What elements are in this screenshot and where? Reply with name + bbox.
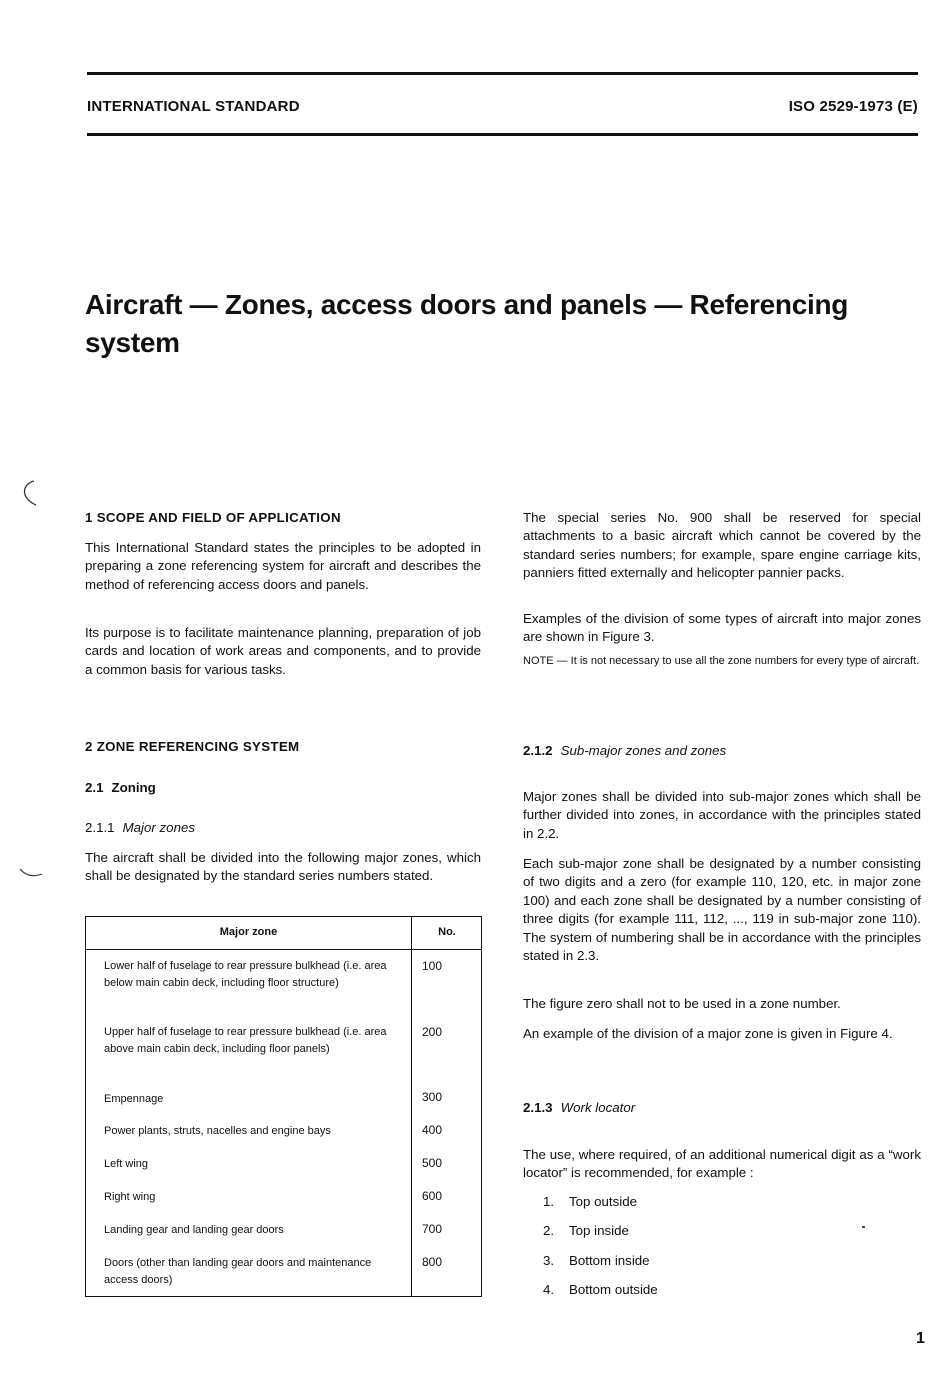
table-row-zone: Right wing <box>104 1191 156 1203</box>
table-row-number: 700 <box>422 1222 443 1236</box>
header-bottom-rule <box>87 133 918 136</box>
table-row-zone: Upper half of fuselage to rear pressure bulkhead (i.e. area above main cabin deck, including floor panels) <box>104 1026 387 1055</box>
section-2-1-3-number: 2.1.3 <box>523 1100 553 1115</box>
table-row-number: 300 <box>422 1090 443 1104</box>
note-text: NOTE — It is not necessary to use all the zone numbers for every type of aircraft. <box>523 655 920 667</box>
table-row-number: 500 <box>422 1156 443 1170</box>
scan-tick-icon <box>18 866 44 880</box>
header-standard-label: INTERNATIONAL STANDARD <box>87 98 300 115</box>
table-row-zone: Empennage <box>104 1093 164 1105</box>
section-1-paragraph-1: This International Standard states the principles to be adopted in preparing a zone referencing system for aircraft and describes the method of referencing access doors and panels. <box>85 540 481 592</box>
section-2-1-1-heading <box>85 819 481 837</box>
major-zones-table <box>85 916 482 1297</box>
document-title: Aircraft — Zones, access doors and panels — Referencing system <box>85 289 849 358</box>
table-row-zone: Lower half of fuselage to rear pressure bulkhead (i.e. area below main cabin deck, including floor structure) <box>104 960 387 989</box>
section-1-paragraph-2: Its purpose is to facilitate maintenance planning, preparation of job cards and location of work areas and components, and to provide a common basis for various tasks. <box>85 625 481 677</box>
section-2-1-heading <box>85 779 481 797</box>
section-2-1-1-title: Major zones <box>122 820 196 835</box>
section-2-1-3-title: Work locator <box>560 1100 636 1115</box>
table-row-zone: Landing gear and landing gear doors <box>104 1224 284 1236</box>
section-2-1-2-heading <box>523 742 921 760</box>
section-2-1-title: Zoning <box>111 780 156 795</box>
page-number: 1 <box>916 1330 925 1347</box>
list-item: 3. Bottom inside <box>543 1253 650 1268</box>
scan-speck <box>862 1226 865 1228</box>
table-header-no: No. <box>438 926 456 938</box>
table-row-number: 800 <box>422 1255 443 1269</box>
table-row-number: 200 <box>422 1025 443 1039</box>
list-item: 1. Top outside <box>543 1194 638 1209</box>
table-row-zone: Left wing <box>104 1158 149 1170</box>
scan-mark-icon <box>14 478 40 508</box>
section-2-1-3-paragraph: The use, where required, of an additional numerical digit as a “work locator” is recommended, for example : <box>523 1147 921 1181</box>
section-2-1-1-paragraph: The aircraft shall be divided into the following major zones, which shall be designated by the standard series numbers stated. <box>85 850 481 884</box>
section-1-heading: 1 SCOPE AND FIELD OF APPLICATION <box>85 510 341 525</box>
table-row-number: 100 <box>422 959 443 973</box>
section-2-1-2-paragraph-1: Major zones shall be divided into sub-major zones which shall be further divided into zones, in accordance with the principles stated in 2.2. <box>523 789 921 841</box>
table-header-divider <box>86 949 481 950</box>
section-2-1-2-paragraph-2: Each sub-major zone shall be designated by a number consisting of two digits and a zero (for example 110, 120, etc. in major zone 100) and each zone shall be designated by a number consisting of three digits (for example 111, 112, ..., 119 in sub-major zone 110). The system of numbering shall be in accordance with the principles stated in 2.3. <box>523 856 921 964</box>
header-top-rule <box>87 72 918 75</box>
table-row-number: 400 <box>422 1123 443 1137</box>
table-column-divider <box>411 917 412 1296</box>
table-header-zone: Major zone <box>219 926 278 938</box>
table-row-zone: Doors (other than landing gear doors and maintenance access doors) <box>104 1257 372 1286</box>
section-2-1-3-heading <box>523 1099 921 1117</box>
header-iso-number: ISO 2529-1973 (E) <box>788 98 918 115</box>
section-2-1-number: 2.1 <box>85 780 104 795</box>
list-item: 2. Top inside <box>543 1223 629 1238</box>
table-row-zone: Power plants, struts, nacelles and engine bays <box>104 1125 331 1137</box>
section-2-1-2-paragraph-4: An example of the division of a major zone is given in Figure 4. <box>523 1026 893 1041</box>
section-2-1-1-number: 2.1.1 <box>85 820 115 835</box>
examples-paragraph: Examples of the division of some types of aircraft into major zones are shown in Figure 3. <box>523 611 921 645</box>
table-row-number: 600 <box>422 1189 443 1203</box>
special-series-paragraph: The special series No. 900 shall be reserved for special attachments to a basic aircraft which cannot be covered by the standard series numbers; for example, spare engine carriage kits, panniers fitted externally and helicopter pannier packs. <box>523 510 921 581</box>
section-2-1-2-paragraph-3: The figure zero shall not to be used in a zone number. <box>523 996 841 1011</box>
section-2-1-2-title: Sub-major zones and zones <box>560 743 727 758</box>
list-item: 4. Bottom outside <box>543 1282 658 1297</box>
section-2-1-2-number: 2.1.2 <box>523 743 553 758</box>
section-2-heading: 2 ZONE REFERENCING SYSTEM <box>85 739 300 754</box>
